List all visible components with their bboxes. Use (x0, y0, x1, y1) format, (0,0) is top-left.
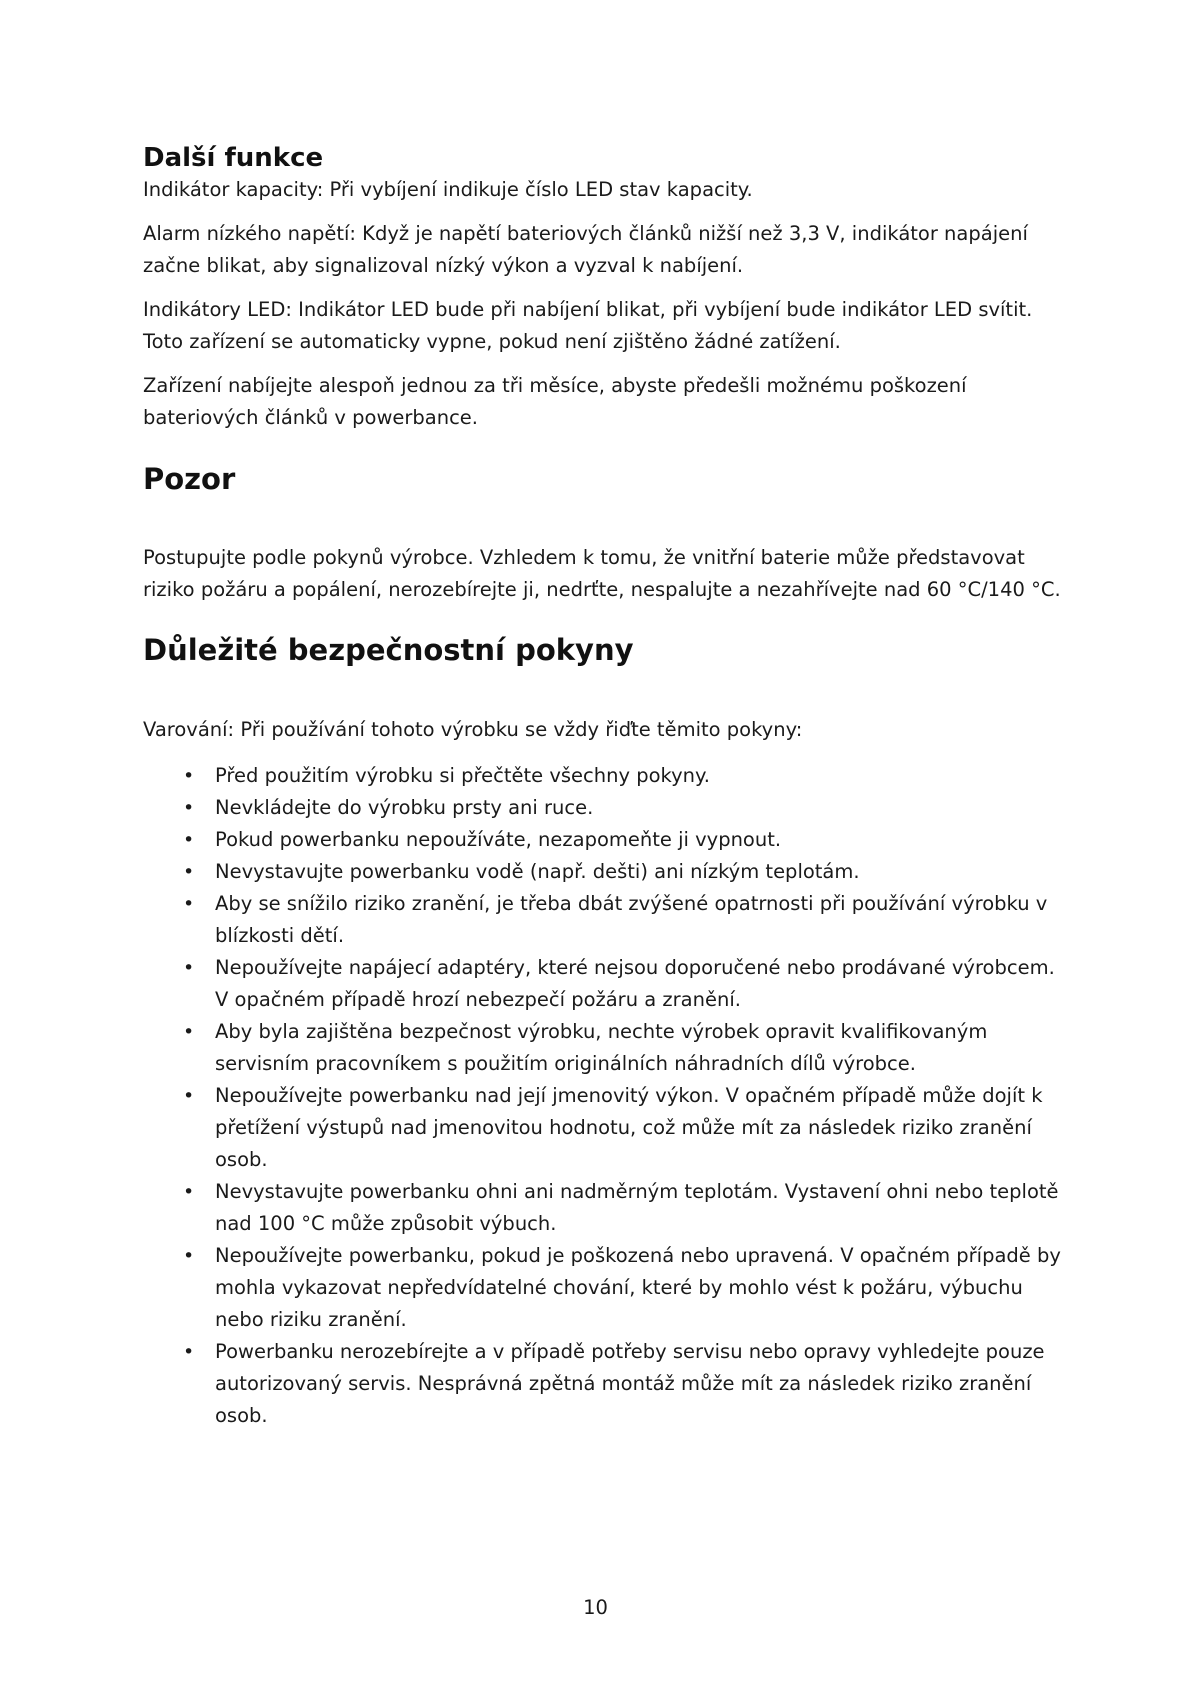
list-item-text: Před použitím výrobku si přečtěte všechny pokyny. (215, 764, 710, 787)
list-item-text: Nepoužívejte napájecí adaptéry, které nejsou doporučené nebo prodávané výrobcem. V opačném případě hrozí nebezpečí požáru a zranění. (215, 956, 1055, 1011)
list-item-text: Nevystavujte powerbanku vodě (např. dešti) ani nízkým teplotám. (215, 860, 860, 883)
list-item (143, 1240, 1063, 1336)
list-item-text: Powerbanku nerozebírejte a v případě potřeby servisu nebo opravy vyhledejte pouze autorizovaný servis. Nesprávná zpětná montáž může mít za následek riziko zranění osob. (215, 1340, 1045, 1427)
heading-safety-instructions: Důležité bezpečnostní pokyny (143, 633, 634, 667)
list-item (143, 1016, 1063, 1080)
heading-pozor: Pozor (143, 462, 236, 496)
list-item-text: Nevkládejte do výrobku prsty ani ruce. (215, 796, 594, 819)
paragraph-charging-advice: Zařízení nabíjejte alespoň jednou za tři měsíce, abyste předešli možnému poškození bateriových článků v powerbance. (143, 374, 967, 429)
bullet-icon: • (183, 829, 195, 851)
list-item-text: Nevystavujte powerbanku ohni ani nadměrným teplotám. Vystavení ohni nebo teplotě nad 100 °C může způsobit výbuch. (215, 1180, 1059, 1235)
list-item (143, 1336, 1063, 1432)
list-item (143, 792, 1063, 824)
bullet-icon: • (183, 1021, 195, 1043)
list-item (143, 760, 1063, 792)
list-item-text: Nepoužívejte powerbanku, pokud je poškozená nebo upravená. V opačném případě by mohla vykazovat nepředvídatelné chování, které by mohlo vést k požáru, výbuchu nebo riziku zranění. (215, 1244, 1061, 1331)
list-item (143, 824, 1063, 856)
list-item-text: Aby byla zajištěna bezpečnost výrobku, nechte výrobek opravit kvalifikovaným servisním pracovníkem s použitím originálních náhradních dílů výrobce. (215, 1020, 988, 1075)
list-item (143, 856, 1063, 888)
list-item-text: Nepoužívejte powerbanku nad její jmenovitý výkon. V opačném případě může dojít k přetížení výstupů nad jmenovitou hodnotu, což může mít za následek riziko zranění osob. (215, 1084, 1043, 1171)
paragraph-warning-intro: Varování: Při používání tohoto výrobku se vždy řiďte těmito pokyny: (143, 718, 803, 741)
bullet-icon: • (183, 1245, 195, 1267)
bullet-icon: • (183, 893, 195, 915)
page-number: 10 (583, 1596, 608, 1619)
list-item-text: Aby se snížilo riziko zranění, je třeba dbát zvýšené opatrnosti při používání výrobku v blízkosti dětí. (215, 892, 1048, 947)
document-page (143, 140, 1063, 1432)
bullet-icon: • (183, 1085, 195, 1107)
bullet-icon: • (183, 861, 195, 883)
paragraph-led-indicators: Indikátory LED: Indikátor LED bude při nabíjení blikat, při vybíjení bude indikátor LED svítit. Toto zařízení se automaticky vypne, pokud není zjištěno žádné zatížení. (143, 298, 1033, 353)
paragraph-manufacturer-warning: Postupujte podle pokynů výrobce. Vzhledem k tomu, že vnitřní baterie může představovat riziko požáru a popálení, nerozebírejte ji, nedrťte, nespalujte a nezahřívejte nad 60 °C/140 °C. (143, 546, 1061, 601)
list-item (143, 952, 1063, 1016)
safety-instructions-list (143, 760, 1063, 1432)
paragraph-capacity-indicator: Indikátor kapacity: Při vybíjení indikuje číslo LED stav kapacity. (143, 178, 753, 201)
bullet-icon: • (183, 765, 195, 787)
bullet-icon: • (183, 957, 195, 979)
list-item (143, 1176, 1063, 1240)
bullet-icon: • (183, 797, 195, 819)
list-item-text: Pokud powerbanku nepoužíváte, nezapomeňte ji vypnout. (215, 828, 782, 851)
bullet-icon: • (183, 1341, 195, 1363)
bullet-icon: • (183, 1181, 195, 1203)
list-item (143, 888, 1063, 952)
paragraph-low-voltage-alarm: Alarm nízkého napětí: Když je napětí bateriových článků nižší než 3,3 V, indikátor napájení začne blikat, aby signalizoval nízký výkon a vyzval k nabíjení. (143, 222, 1028, 277)
list-item (143, 1080, 1063, 1176)
heading-dalsi-funkce: Další funkce (143, 143, 324, 173)
